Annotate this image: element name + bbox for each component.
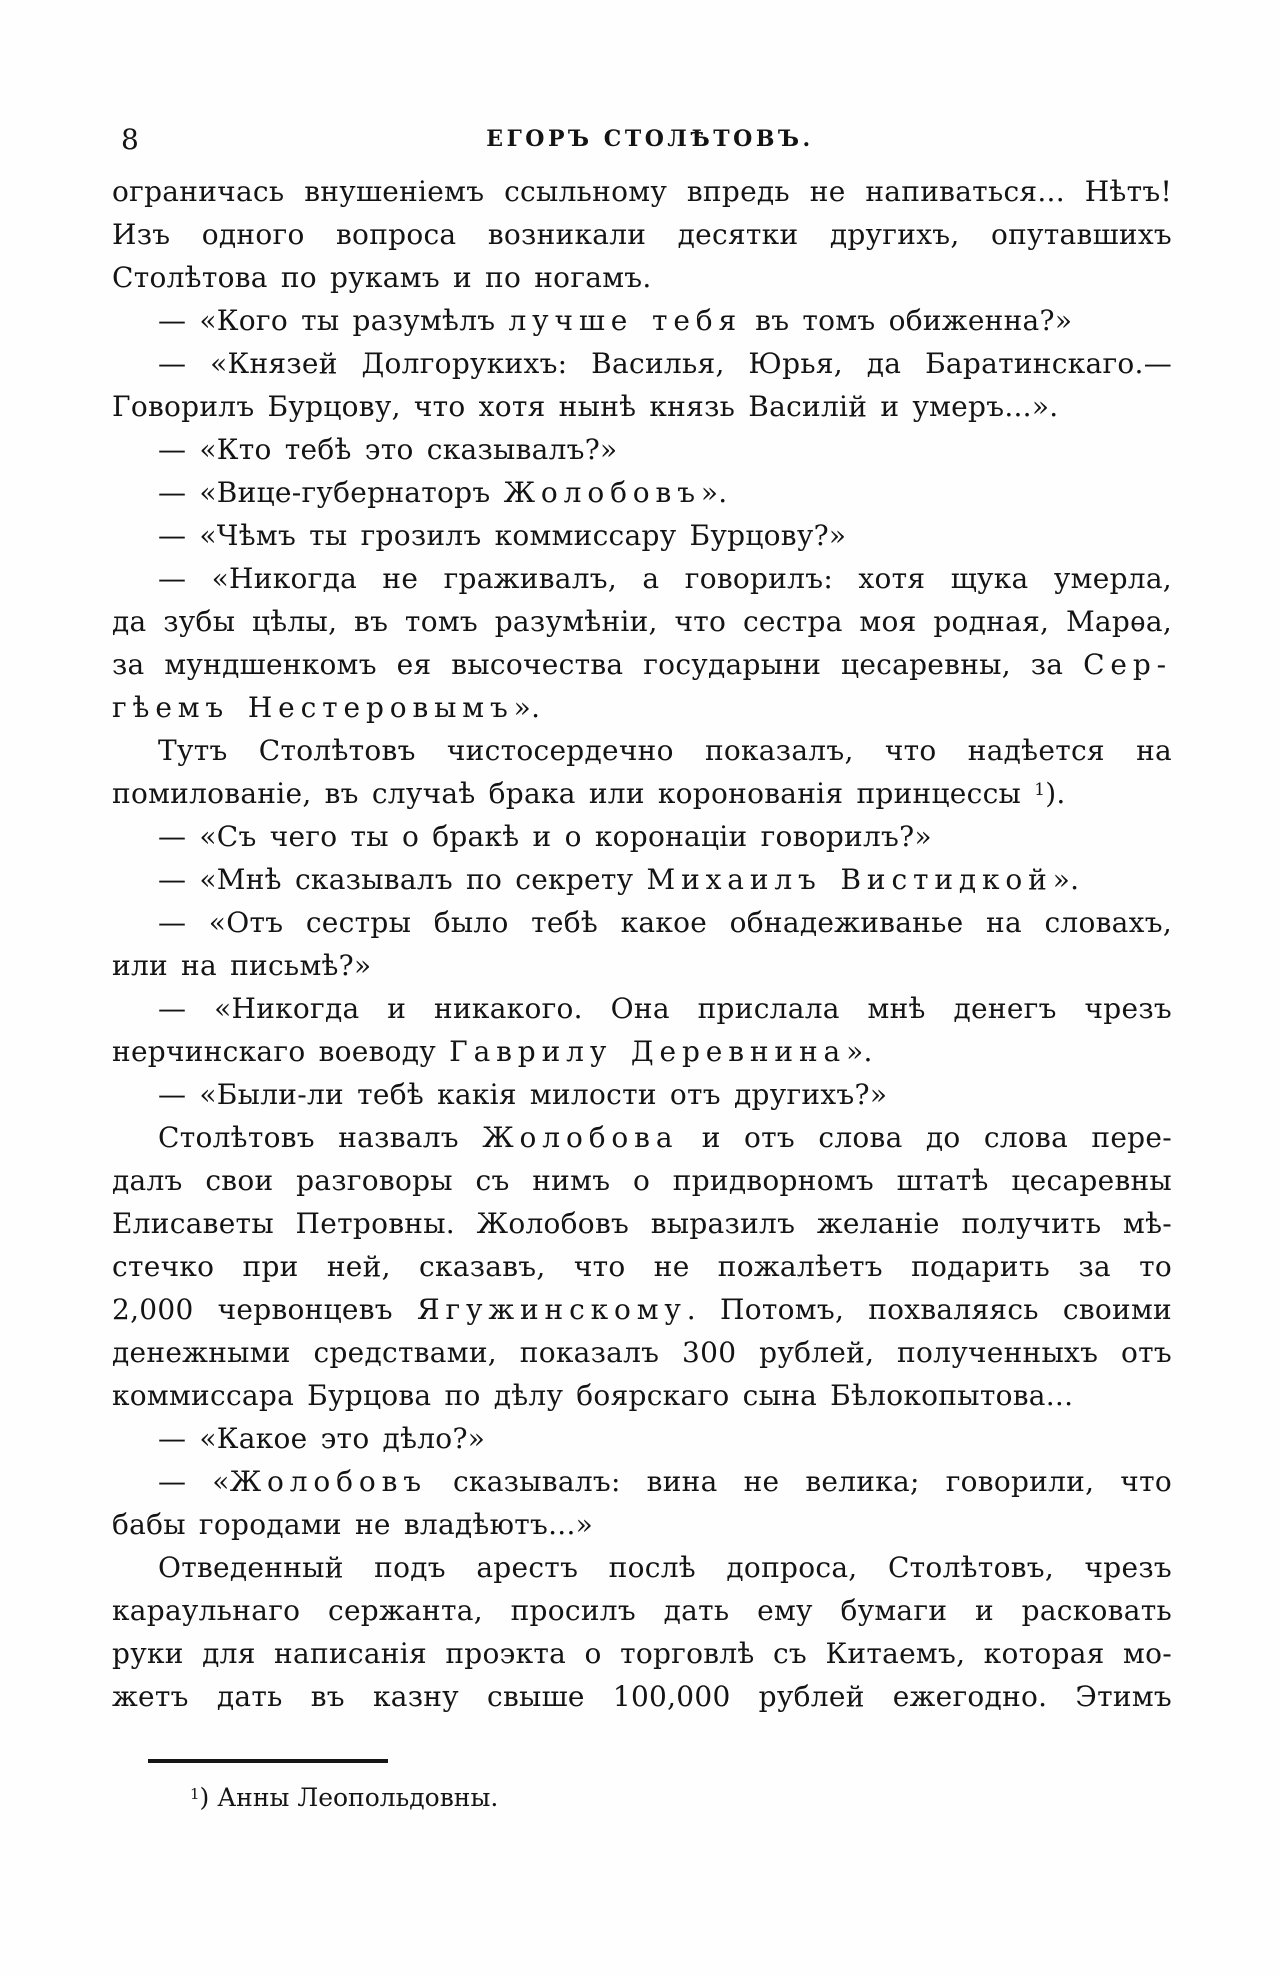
footnote xyxy=(190,1780,1090,1816)
text-segment: коммиссара Бурцова по дѣлу боярскаго сына Бѣлокопытова... xyxy=(112,1379,1074,1412)
text-segment: руки для написанія проэкта о торговлѣ съ Китаемъ, которая мо- xyxy=(112,1637,1172,1670)
text-segment: Изъ одного вопроса возникали десятки другихъ, опутавшихъ xyxy=(112,218,1172,251)
text-line xyxy=(112,1030,1172,1073)
text-line xyxy=(112,1073,1172,1116)
text-segment: Сер- xyxy=(1083,648,1172,681)
text-segment: ». xyxy=(513,691,541,724)
text-segment: помилованіе, въ случаѣ брака или коронованія принцессы xyxy=(112,777,1035,810)
text-segment: за мундшенкомъ ея высочества государыни цесаревны, за xyxy=(112,648,1084,681)
text-segment: . Потомъ, похваляясь своими xyxy=(686,1293,1172,1326)
text-segment: — «Мнѣ сказывалъ по секрету xyxy=(158,863,647,896)
text-line xyxy=(112,1675,1172,1718)
text-segment: Ягужинскому xyxy=(416,1293,687,1326)
text-line xyxy=(112,514,1172,557)
text-segment: бабы городами не владѣютъ...» xyxy=(112,1508,594,1541)
text-segment: нерчинскаго воеводу xyxy=(112,1035,450,1068)
text-line xyxy=(112,1460,1172,1503)
text-segment: — «Кого ты разумѣлъ xyxy=(158,304,509,337)
text-segment: — «Съ чего ты о бракѣ и о коронаціи говорилъ?» xyxy=(158,820,932,853)
text-segment: караульнаго сержанта, просилъ дать ему бумаги и расковать xyxy=(112,1594,1172,1627)
text-segment: денежными средствами, показалъ 300 рублей, полученныхъ отъ xyxy=(112,1336,1172,1369)
text-line xyxy=(112,299,1172,342)
text-segment: или на письмѣ?» xyxy=(112,949,372,982)
text-segment: ». xyxy=(700,476,728,509)
text-line xyxy=(112,1331,1172,1374)
text-segment: Тутъ Столѣтовъ чистосердечно показалъ, что надѣется на xyxy=(158,734,1172,767)
text-segment: въ томъ обиженна?» xyxy=(742,304,1073,337)
text-line xyxy=(112,686,1172,729)
text-segment: — «Вице-губернаторъ xyxy=(158,476,504,509)
text-segment: да зубы цѣлы, въ томъ разумѣніи, что сестра моя родная, Марѳа, xyxy=(112,605,1172,638)
text-line xyxy=(112,1202,1172,1245)
text-line xyxy=(112,772,1172,815)
text-segment: Михаилъ Вистидкой xyxy=(646,863,1053,896)
text-line xyxy=(112,815,1172,858)
text-line xyxy=(112,342,1172,385)
text-line xyxy=(112,987,1172,1030)
text-line xyxy=(112,557,1172,600)
text-line xyxy=(112,1417,1172,1460)
text-segment: сказывалъ: вина не велика; говорили, что xyxy=(426,1465,1172,1498)
text-line xyxy=(190,1780,1090,1816)
footnote-marker: 1 xyxy=(1034,778,1046,799)
text-segment: 2,000 червонцевъ xyxy=(112,1293,417,1326)
text-line xyxy=(112,256,1172,299)
text-segment: жетъ дать въ казну свыше 100,000 рублей ежегодно. Этимъ xyxy=(112,1680,1172,1713)
text-segment: Столѣтова по рукамъ и по ногамъ. xyxy=(112,261,652,294)
text-line xyxy=(112,471,1172,514)
text-segment: Жолобовъ xyxy=(503,476,701,509)
text-segment: — « xyxy=(158,1465,230,1498)
footnote-separator xyxy=(148,1759,388,1763)
text-segment: стечко при ней, сказавъ, что не пожалѣетъ подарить за то xyxy=(112,1250,1172,1283)
text-segment: гѣемъ Нестеровымъ xyxy=(112,691,514,724)
text-line xyxy=(112,385,1172,428)
text-segment: Столѣтовъ назвалъ xyxy=(158,1121,483,1154)
text-segment: — «Были-ли тебѣ какія милости отъ другихъ?» xyxy=(158,1078,888,1111)
text-line xyxy=(112,428,1172,471)
text-segment: ограничась внушеніемъ ссыльному впредь не напиваться... Нѣтъ! xyxy=(112,175,1172,208)
text-segment: Елисаветы Петровны. Жолобовъ выразилъ желаніе получить мѣ- xyxy=(112,1207,1172,1240)
text-line xyxy=(112,1116,1172,1159)
text-segment: — «Никогда и никакого. Она прислала мнѣ денегъ чрезъ xyxy=(158,992,1172,1025)
footnote-marker: 1 xyxy=(190,1784,200,1803)
text-segment: — «Какое это дѣло?» xyxy=(158,1422,486,1455)
text-line xyxy=(112,901,1172,944)
text-segment: и отъ слова до слова пере- xyxy=(678,1121,1172,1154)
text-line xyxy=(112,1546,1172,1589)
text-line xyxy=(112,1503,1172,1546)
text-segment: Жолобовъ xyxy=(229,1465,427,1498)
running-title: ЕГОРЪ СТОЛѢТОВЪ. xyxy=(486,126,814,152)
body-text xyxy=(112,170,1172,1718)
text-line xyxy=(112,1245,1172,1288)
text-segment: Гаврилу Деревнина xyxy=(449,1035,847,1068)
text-segment: — «Чѣмъ ты грозилъ коммиссару Бурцову?» xyxy=(158,519,847,552)
text-segment: — «Никогда не граживалъ, а говорилъ: хотя щука умерла, xyxy=(158,562,1172,595)
text-segment: ». xyxy=(1052,863,1080,896)
text-segment: — «Отъ сестры было тебѣ какое обнадеживанье на словахъ, xyxy=(158,906,1172,939)
text-segment: ). xyxy=(1045,777,1066,810)
text-segment: лучше тебя xyxy=(508,304,743,337)
page-number: 8 xyxy=(121,123,139,156)
text-line xyxy=(112,729,1172,772)
text-segment: — «Кто тебѣ это сказывалъ?» xyxy=(158,433,618,466)
text-line xyxy=(112,858,1172,901)
text-segment: Говорилъ Бурцову, что хотя нынѣ князь Василій и умеръ...». xyxy=(112,390,1059,423)
text-line xyxy=(112,600,1172,643)
text-segment: — «Князей Долгорукихъ: Василья, Юрья, да Баратинскаго.— xyxy=(158,347,1172,380)
text-segment: ». xyxy=(846,1035,873,1068)
text-line xyxy=(112,1288,1172,1331)
text-line xyxy=(112,1632,1172,1675)
text-line xyxy=(112,1374,1172,1417)
text-segment: далъ свои разговоры съ нимъ о придворномъ штатѣ цесаревны xyxy=(112,1164,1172,1197)
text-line xyxy=(112,170,1172,213)
text-line xyxy=(112,643,1172,686)
text-line xyxy=(112,1589,1172,1632)
text-line xyxy=(112,944,1172,987)
text-line xyxy=(112,213,1172,256)
text-line xyxy=(112,1159,1172,1202)
text-segment: Жолобова xyxy=(482,1121,679,1154)
text-segment: ) Анны Леопольдовны. xyxy=(199,1783,499,1812)
text-segment: Отведенный подъ арестъ послѣ допроса, Столѣтовъ, чрезъ xyxy=(158,1551,1172,1584)
